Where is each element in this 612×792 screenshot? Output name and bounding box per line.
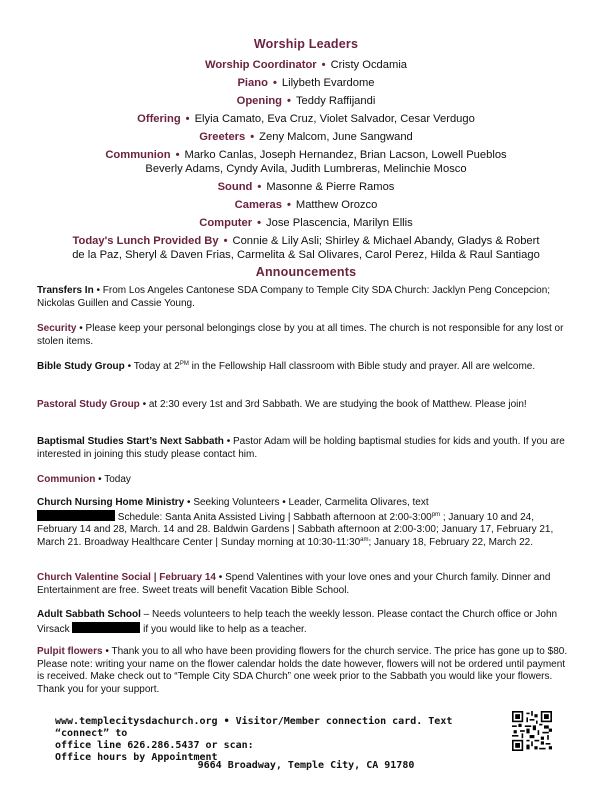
announcements-title: Announcements <box>255 265 357 279</box>
announcement-text-cont: if you would like to help as a teacher. <box>140 623 307 635</box>
leader-role: Sound <box>217 181 253 193</box>
bullet: • <box>218 572 223 583</box>
announcement <box>37 323 575 348</box>
leader-row <box>20 198 592 212</box>
leader-role: Greeters <box>199 131 246 143</box>
leader-row <box>20 234 592 262</box>
leader-names: Marko Canlas, Joseph Hernandez, Brian Lacson, Lowell Pueblos <box>184 149 507 161</box>
leader-names: Teddy Raffijandi <box>295 95 376 107</box>
announcement-text: Please keep your personal belongings close by you at all times. The church is not responsible for any lost or stolen items. <box>37 323 564 347</box>
leader-role: Communion <box>105 149 171 161</box>
announcement-heading: Transfers In <box>37 285 94 296</box>
announcement <box>37 399 575 412</box>
leader-names: Zeny Malcom, June Sangwand <box>259 131 413 143</box>
bullet: • <box>127 361 132 372</box>
bullet: • <box>287 95 291 107</box>
leader-names: Elyia Camato, Eva Cruz, Violet Salvador, Cesar Verdugo <box>194 113 475 125</box>
bullet: • <box>185 113 190 125</box>
announcement-text: – Needs volunteers to help teach the weekly lesson. Please contact the Church office or John Virsack <box>37 609 558 635</box>
leader-names: Cristy Ocdamia <box>330 59 408 71</box>
bullet: • <box>321 59 326 71</box>
bullet: • <box>286 199 291 211</box>
leader-role: Piano <box>237 77 268 89</box>
leader-role: Today's Lunch Provided By <box>72 235 219 247</box>
announcement <box>37 572 575 597</box>
footer-info <box>55 716 505 764</box>
announcement-text: Spend Valentines with your love ones and your Church family. Dinner and Entertainment are free. Sweet treats will benefit Vacation Bible School. <box>37 572 551 596</box>
bullet: • <box>96 285 100 296</box>
announcement-heading: Bible Study Group <box>37 361 125 372</box>
announcement-text: Pastor Adam will be holding baptismal studies for kids and youth. If you are interested in joining this study please contact him. <box>37 436 565 460</box>
time-suffix: PM <box>179 361 189 367</box>
leader-role: Opening <box>236 95 283 107</box>
bullet: • <box>257 217 262 229</box>
redacted-phone <box>37 510 115 521</box>
leader-row <box>20 148 592 176</box>
church-address: 9664 Broadway, Temple City, CA 91780 <box>197 760 415 771</box>
time-suffix: am <box>360 536 369 543</box>
announcement-text: Thank you to all who have been providing flowers for the church service. The price has gone up to $80. Please note: writing your name on the flower calendar holds the date however, flowers will not be ordered until payment is received. Make check out to “Temple City SDA Church” one week prior to the Sabbath you would like your flowers. Thank you for your support. <box>37 646 568 695</box>
announcement-heading: Adult Sabbath School <box>37 609 141 620</box>
announcement <box>37 497 575 549</box>
announcement <box>37 474 575 487</box>
announcement <box>37 646 575 696</box>
bullet: • <box>257 181 262 193</box>
announcement-text: From Los Angeles Cantonese SDA Company to Temple City SDA Church: Jacklyn Peng Concepcion; Nickolas Guillen and Cassie Young. <box>37 285 551 309</box>
bullet: • <box>98 474 102 485</box>
announcement <box>37 609 575 636</box>
leader-role: Offering <box>137 113 181 125</box>
redacted-phone <box>72 622 140 633</box>
footer-line: Office hours by Appointment <box>55 752 218 763</box>
announcement-text-cont: in the Fellowship Hall classroom with Bible study and prayer. All are welcome. <box>188 361 536 372</box>
announcement-heading: Security <box>37 323 77 334</box>
leader-role: Cameras <box>234 199 282 211</box>
announcement-heading: Communion <box>37 474 96 485</box>
leader-row <box>20 112 592 126</box>
time-suffix: pm <box>431 511 441 518</box>
footer-line: www.templecitysdachurch.org • Visitor/Member connection card. Text “connect” to <box>55 716 453 739</box>
announcement-text: at 2:30 every 1st and 3rd Sabbath. We are studying the book of Matthew. Please join! <box>148 399 527 410</box>
announcement-heading: Baptismal Studies Start’s Next Sabbath <box>37 436 224 447</box>
bullet: • <box>79 323 83 334</box>
footer-line: office line 626.286.5437 or scan: <box>55 740 254 751</box>
announcement <box>37 436 575 461</box>
qr-code-icon[interactable] <box>512 711 552 751</box>
leader-names: Masonne & Pierre Ramos <box>266 181 395 193</box>
announcement <box>37 361 575 374</box>
announcement-heading: Church Nursing Home Ministry <box>37 497 185 508</box>
leader-role: Computer <box>199 217 253 229</box>
bullet: • <box>142 399 147 410</box>
bullet: • <box>226 436 231 447</box>
leader-names-cont: de la Paz, Sheryl & Daven Frias, Carmelita & Sal Olivares, Carol Perez, Hilda & Raul Santiago <box>72 249 540 261</box>
leader-names: Lilybeth Evardome <box>281 77 375 89</box>
leader-row <box>20 216 592 230</box>
bullet: • <box>250 131 255 143</box>
worship-leaders-title: Worship Leaders <box>253 37 359 51</box>
announcement-text-cont: ; January 18, February 22, March 22. <box>368 536 534 548</box>
announcement-text: Today at 2 <box>133 361 180 372</box>
leader-row <box>20 76 592 90</box>
bullet: • <box>223 235 228 247</box>
bullet: • <box>272 77 277 89</box>
announcement-text-cont: Schedule: Santa Anita Assisted Living | Sabbath afternoon at 2:00-3:00 <box>115 511 432 523</box>
leader-names: Jose Plascencia, Marilyn Ellis <box>266 217 413 229</box>
announcement-text-cont: ; January 10 and 24, February 14 and 28, March. 14 and 28. Baldwin Gardens | Sabbath afternoon at 2:00-3:00; January 17, February 21, March 21. Broadway Healthcare Center | Sunday morning at 10:30-11:30 <box>37 511 554 548</box>
leader-role: Worship Coordinator <box>204 59 317 71</box>
leader-names: Connie & Lily Asli; Shirley & Michael Abandy, Gladys & Robert <box>232 235 540 247</box>
leader-row <box>20 94 592 108</box>
leader-row <box>20 130 592 144</box>
announcement-heading: Church Valentine Social | February 14 <box>37 572 216 583</box>
announcement-text: Today <box>104 474 131 485</box>
leader-row <box>20 58 592 72</box>
leader-row <box>20 180 592 194</box>
announcement-text: Seeking Volunteers • Leader, Carmelita Olivares, text <box>193 497 429 508</box>
bullet: • <box>187 497 191 508</box>
announcement-heading: Pastoral Study Group <box>37 399 140 410</box>
bullet: • <box>105 646 109 657</box>
leader-names: Matthew Orozco <box>295 199 378 211</box>
announcement-heading: Pulpit flowers <box>37 646 103 657</box>
leader-names-cont: Beverly Adams, Cyndy Avila, Judith Lumbreras, Melinchie Mosco <box>145 163 467 175</box>
bullet: • <box>175 149 180 161</box>
announcement <box>37 285 575 310</box>
